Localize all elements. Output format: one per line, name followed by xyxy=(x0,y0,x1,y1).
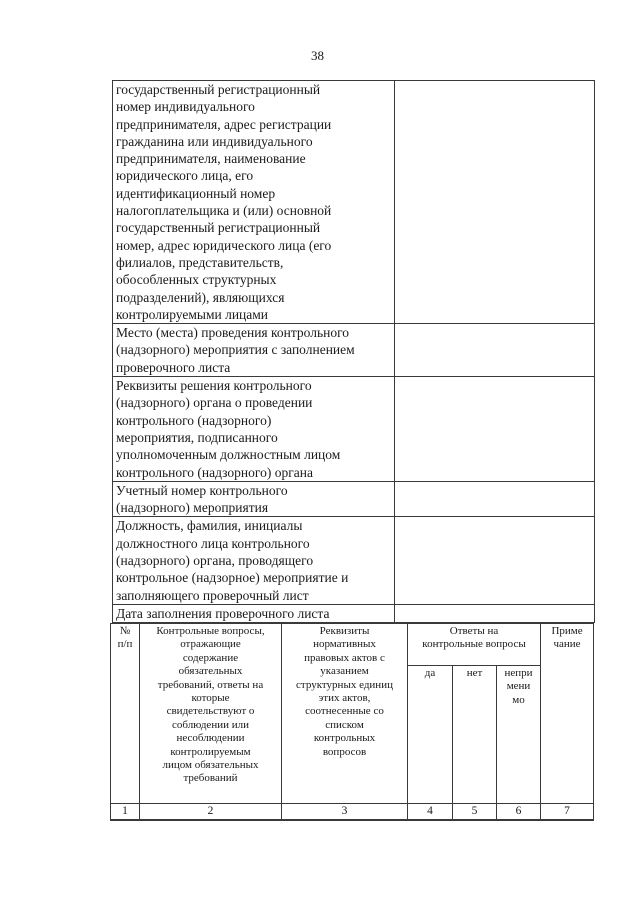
info-label: Дата заполнения проверочного листа xyxy=(113,604,395,622)
column-number: 4 xyxy=(408,804,453,821)
header-yes: да xyxy=(408,666,453,804)
info-label: Учетный номер контрольного (надзорного) мероприятия xyxy=(113,481,395,517)
info-row-date xyxy=(113,604,595,622)
column-number: 2 xyxy=(140,804,282,821)
info-row-registration xyxy=(113,81,595,324)
info-value-field[interactable] xyxy=(395,604,595,622)
header-row xyxy=(111,624,594,666)
header-requisites: Реквизиты нормативных правовых актов с указанием структурных единиц этих актов, соотнесенные со списком контрольных вопросов xyxy=(282,624,408,804)
page-number: 38 xyxy=(311,48,324,63)
column-number: 6 xyxy=(497,804,541,821)
inspection-info-table xyxy=(112,80,595,623)
header-questions: Контрольные вопросы, отражающие содержание обязательных требований, ответы на которые свидетельствуют о соблюдении или несоблюдении контролируемым лицом обязательных требований xyxy=(140,624,282,804)
column-numbers-row xyxy=(111,804,594,821)
column-number: 5 xyxy=(453,804,497,821)
control-questions-table xyxy=(110,623,594,821)
column-number: 7 xyxy=(541,804,594,821)
info-row-decision-requisites xyxy=(113,377,595,482)
header-note: Приме чание xyxy=(541,624,594,804)
info-row-registration-number xyxy=(113,481,595,517)
header-no: нет xyxy=(453,666,497,804)
info-label: государственный регистрационный номер индивидуального предпринимателя, адрес регистрации гражданина или индивидуального предпринимателя, наименование юридического лица, его идентификационный номер налогоплательщика и (или) основной государственный регистрационный номер, адрес юридического лица (его филиалов, представительств, обособленных структурных подразделений), являющихся контролируемыми лицами xyxy=(113,81,395,324)
info-value-field[interactable] xyxy=(395,517,595,604)
info-row-place xyxy=(113,324,595,377)
header-not-applicable: непри мени мо xyxy=(497,666,541,804)
info-label: Реквизиты решения контрольного (надзорного) органа о проведении контрольного (надзорного) мероприятия, подписанного уполномоченным должностным лицом контрольного (надзорного) органа xyxy=(113,377,395,482)
info-value-field[interactable] xyxy=(395,481,595,517)
info-value-field[interactable] xyxy=(395,377,595,482)
info-row-official xyxy=(113,517,595,604)
info-value-field[interactable] xyxy=(395,81,595,324)
info-value-field[interactable] xyxy=(395,324,595,377)
column-number: 1 xyxy=(111,804,140,821)
column-number: 3 xyxy=(282,804,408,821)
header-answers: Ответы на контрольные вопросы xyxy=(408,624,541,666)
info-label: Должность, фамилия, инициалы должностного лица контрольного (надзорного) органа, проводящего контрольное (надзорное) мероприятие и заполняющего проверочный лист xyxy=(113,517,395,604)
info-label: Место (места) проведения контрольного (надзорного) мероприятия с заполнением проверочного листа xyxy=(113,324,395,377)
header-num: № п/п xyxy=(111,624,140,804)
